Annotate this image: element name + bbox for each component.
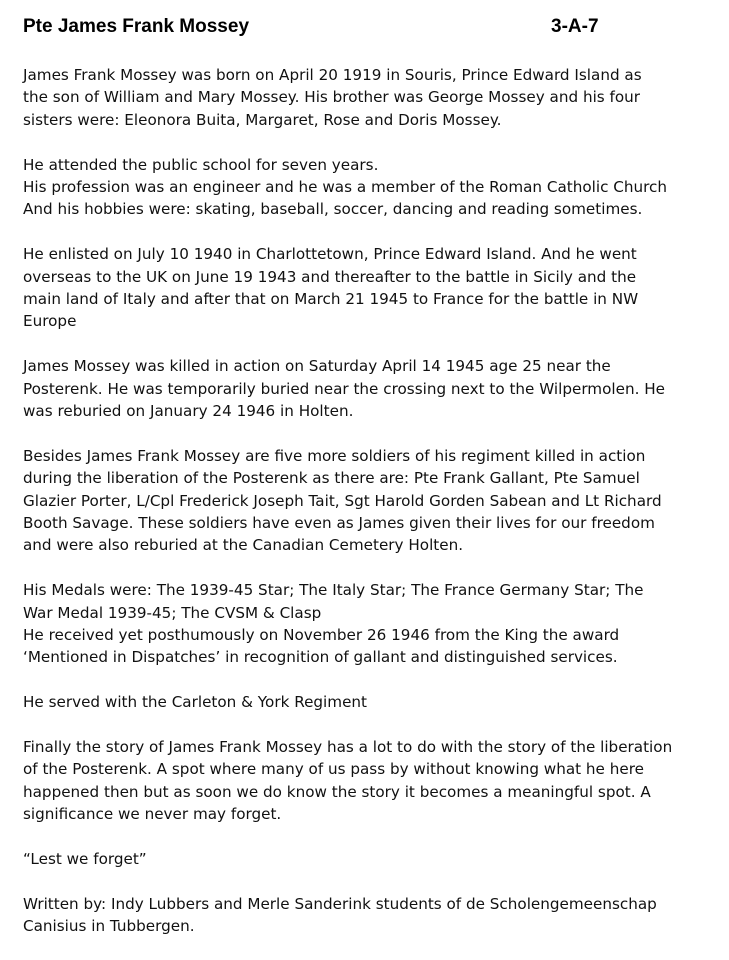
text-line: Besides James Frank Mossey are five more soldiers of his regiment killed in action (23, 446, 646, 465)
text-line: He enlisted on July 10 1940 in Charlottetown, Prince Edward Island. And he went (23, 245, 637, 264)
text-line: main land of Italy and after that on March 21 1945 to France for the battle in NW (23, 290, 639, 309)
paragraph-3 (23, 243, 713, 333)
text-line: He attended the public school for seven years. (23, 155, 379, 174)
text-line: Written by: Indy Lubbers and Merle Sanderink students of de Scholengemeenschap (23, 894, 657, 913)
paragraph-9 (23, 848, 713, 870)
paragraph-8 (23, 736, 713, 826)
text-line: Finally the story of James Frank Mossey has a lot to do with the story of the liberation (23, 738, 673, 757)
text-line: James Frank Mossey was born on April 20 1919 in Souris, Prince Edward Island as (23, 66, 642, 84)
text-line: and were also reburied at the Canadian Cemetery Holten. (23, 536, 464, 555)
text-line: Glazier Porter, L/Cpl Frederick Joseph Tait, Sgt Harold Gorden Sabean and Lt Richard (23, 491, 662, 510)
document-body (23, 64, 713, 938)
text-line: And his hobbies were: skating, baseball, soccer, dancing and reading sometimes. (23, 200, 643, 219)
text-line: James Mossey was killed in action on Saturday April 14 1945 age 25 near the (23, 357, 611, 376)
text-line: War Medal 1939-45; The CVSM & Clasp (23, 603, 322, 622)
text-line: His Medals were: The 1939-45 Star; The Italy Star; The France Germany Star; The (23, 581, 644, 600)
text-line: Canisius in Tubbergen. (23, 917, 195, 936)
paragraph-5 (23, 445, 713, 557)
text-line: was reburied on January 24 1946 in Holten. (23, 402, 354, 421)
paragraph-2 (23, 154, 713, 221)
paragraph-10 (23, 893, 713, 938)
document-header (23, 14, 713, 40)
text-line: of the Posterenk. A spot where many of us pass by without knowing what he here (23, 760, 644, 779)
text-line: during the liberation of the Posterenk as there are: Pte Frank Gallant, Pte Samuel (23, 469, 640, 488)
text-line: the son of William and Mary Mossey. His brother was George Mossey and his four (23, 88, 641, 107)
text-line: Europe (23, 312, 77, 331)
text-line: His profession was an engineer and he was a member of the Roman Catholic Church (23, 178, 668, 197)
paragraph-4 (23, 355, 713, 422)
grave-reference: 3-A-7 (551, 16, 599, 37)
paragraph-1 (23, 64, 713, 131)
text-line: happened then but as soon we do know the story it becomes a meaningful spot. A (23, 782, 651, 801)
text-line: overseas to the UK on June 19 1943 and thereafter to the battle in Sicily and the (23, 267, 637, 286)
text-line: “Lest we forget” (23, 850, 147, 869)
page-title: Pte James Frank Mossey (23, 16, 250, 37)
text-line: He received yet posthumously on November 26 1946 from the King the award (23, 626, 620, 645)
document-page (23, 14, 713, 960)
text-line: ‘Mentioned in Dispatches’ in recognition of gallant and distinguished services. (23, 648, 618, 667)
text-line: Booth Savage. These soldiers have even as James given their lives for our freedom (23, 514, 655, 533)
paragraph-6 (23, 579, 713, 669)
text-line: Posterenk. He was temporarily buried near the crossing next to the Wilpermolen. He (23, 379, 665, 398)
text-line: significance we never may forget. (23, 805, 282, 824)
text-line: sisters were: Eleonora Buita, Margaret, Rose and Doris Mossey. (23, 110, 502, 129)
text-line: He served with the Carleton & York Regiment (23, 693, 367, 712)
paragraph-7 (23, 691, 713, 713)
